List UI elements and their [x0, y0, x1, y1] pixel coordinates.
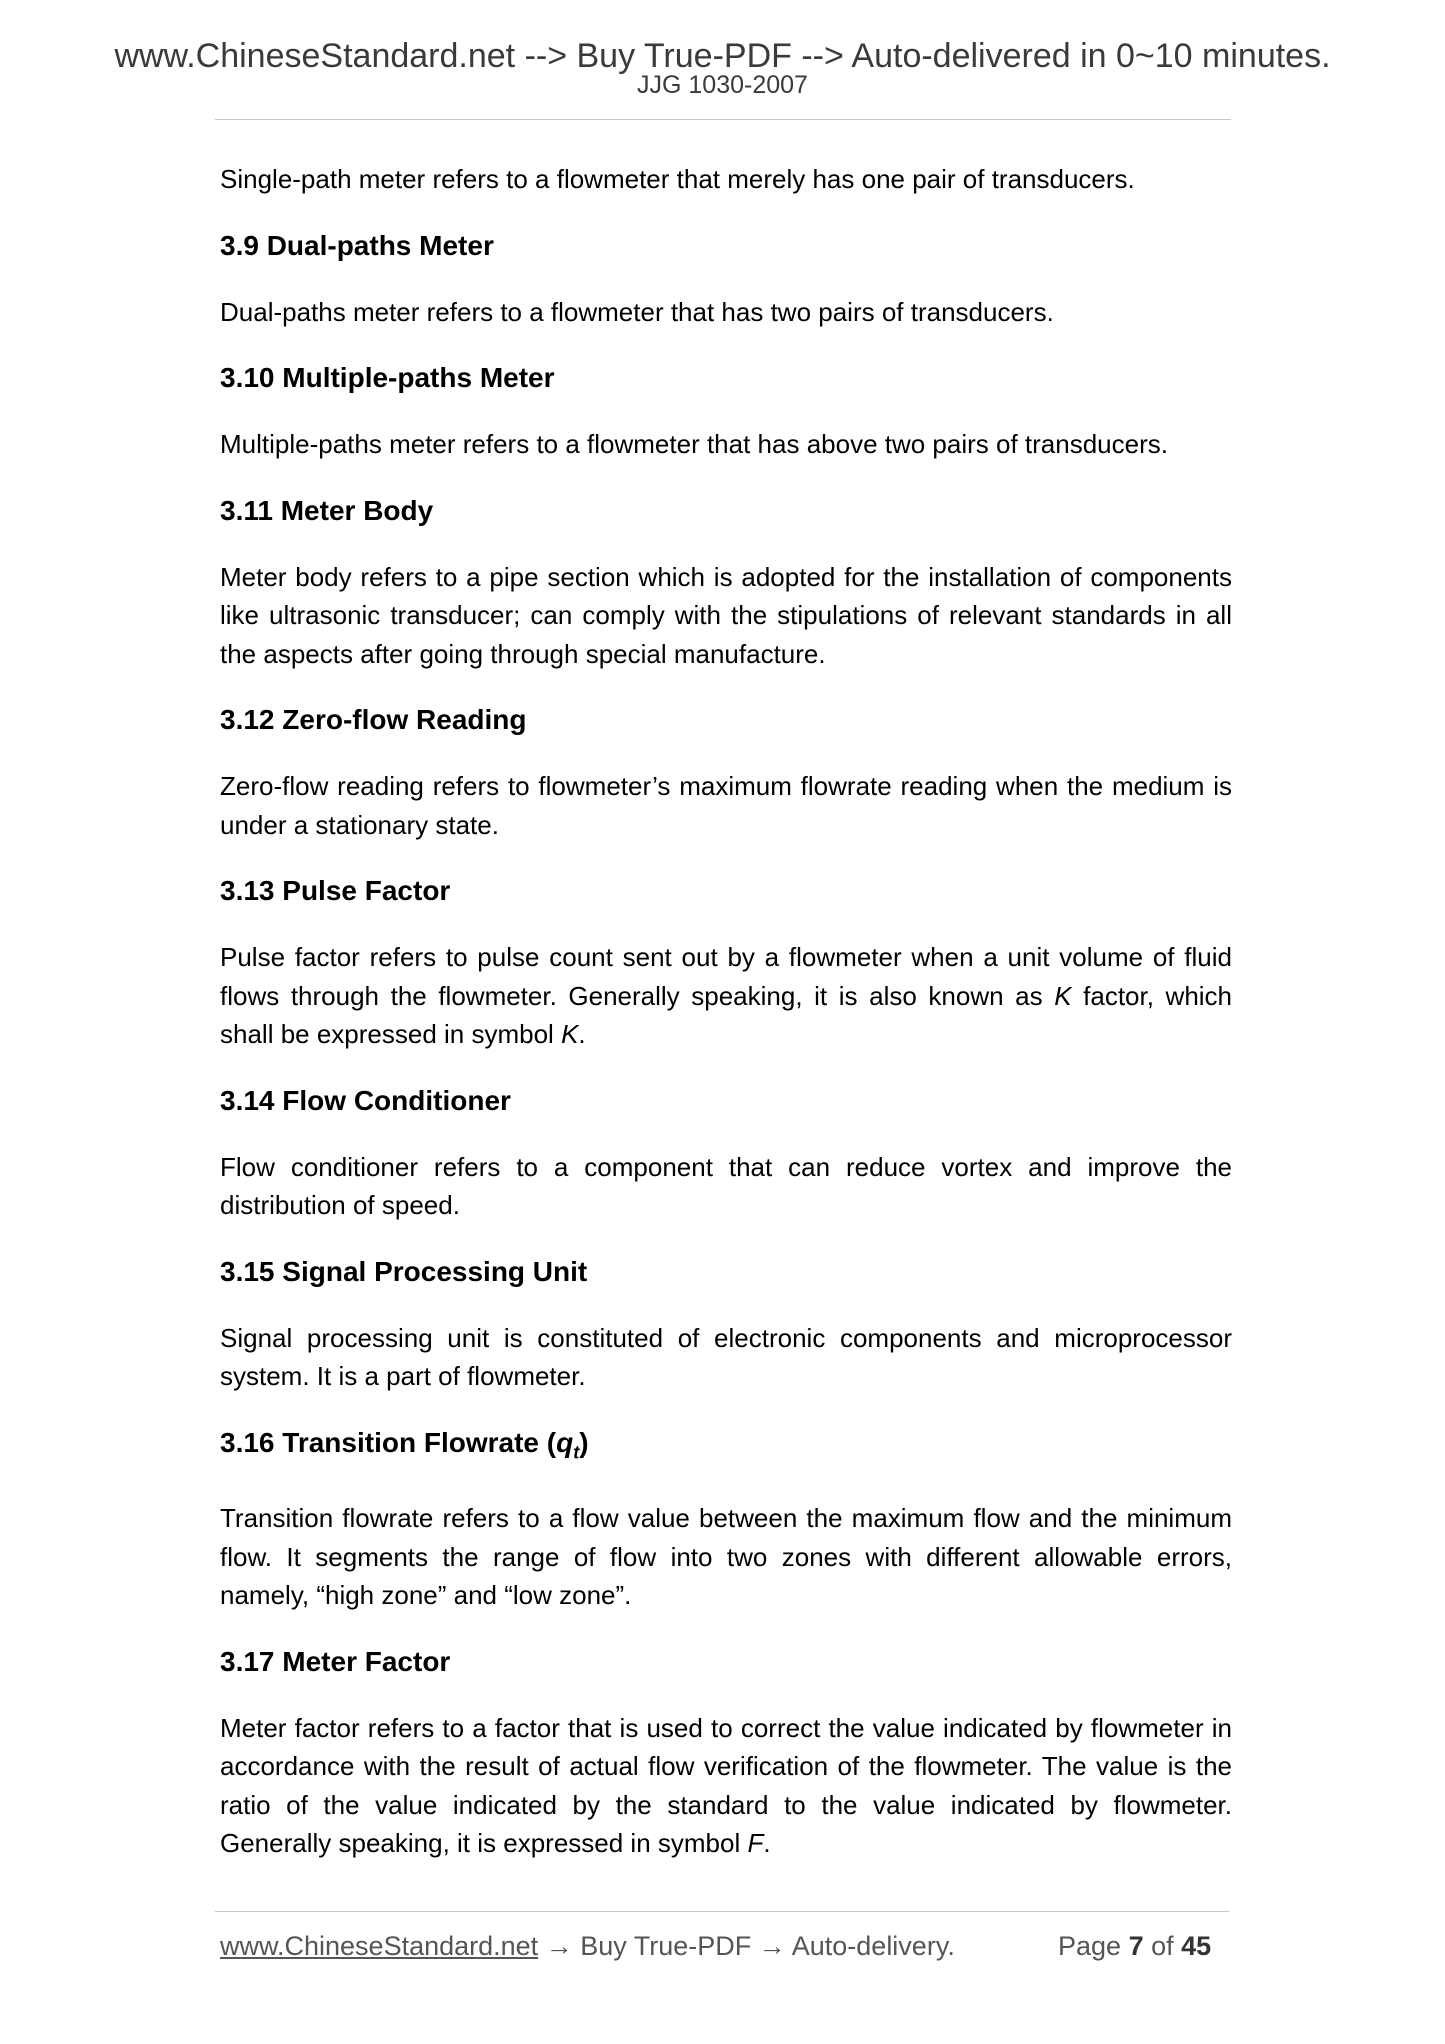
section-3-12-body: Zero-flow reading refers to flowmeter’s maximum flowrate reading when the medium is under a stationary state.	[220, 771, 1232, 840]
page-number: Page 7 of 45	[1058, 1931, 1212, 1961]
section-3-16-body: Transition flowrate refers to a flow value between the maximum flow and the minimum flow. It segments the range of flow into two zones with different allowable errors, namely, “high zone” and “low zone”.	[220, 1503, 1232, 1611]
section-3-13-heading: 3.13 Pulse Factor	[220, 875, 451, 906]
f-symbol: F	[747, 1828, 764, 1859]
section-3-12-heading: 3.12 Zero-flow Reading	[220, 704, 527, 735]
section-3-16-heading: 3.16 Transition Flowrate $(q_t)$	[220, 1426, 589, 1463]
section-3-11-heading: 3.11 Meter Body	[220, 494, 434, 526]
section-3-14-heading: 3.14 Flow Conditioner	[220, 1084, 511, 1116]
site-banner: www.ChineseStandard.net --> Buy True-PDF --> Auto-delivered in 0~10 minutes.	[114, 37, 1331, 75]
section-3-17-body: Meter factor refers to a factor that is used to correct the value indicated by flowmeter in accordance with the result of actual flow verification of the flowmeter. The value is the ratio of the value indicated by the standard to the value indicated by flowmeter. Generally speaking, it is expressed in symbol F.	[220, 1712, 1232, 1859]
document-id: JJG 1030-2007	[637, 71, 808, 99]
footer-link[interactable]: www.ChineseStandard.net	[220, 1931, 539, 1961]
section-3-9-body: Dual-paths meter refers to a flowmeter that has two pairs of transducers.	[220, 296, 1054, 327]
page-body	[220, 160, 1232, 1863]
section-3-11-body: Meter body refers to a pipe section which is adopted for the installation of components like ultrasonic transducer; can comply with the stipulations of relevant standards in all the aspects after going through special manufacture.	[220, 561, 1232, 669]
section-3-9-heading: 3.9 Dual-paths Meter	[220, 229, 494, 261]
current-page: 7	[1128, 1931, 1144, 1961]
section-3-10-body: Multiple-paths meter refers to a flowmeter that has above two pairs of transducers.	[220, 429, 1168, 459]
section-3-15-body: Signal processing unit is constituted of electronic components and microprocessor system. It is a part of flowmeter.	[220, 1322, 1232, 1391]
total-pages: 45	[1181, 1931, 1212, 1961]
header-divider	[215, 119, 1231, 120]
section-3-13-body: Pulse factor refers to pulse count sent out by a flowmeter when a unit volume of fluid flows through the flowmeter. Generally speaking, it is also known as K factor, which shall be expressed in symbol K.	[220, 942, 1233, 1049]
section-3-15-heading: 3.15 Signal Processing Unit	[220, 1255, 588, 1287]
footer-divider	[215, 1911, 1229, 1912]
q-symbol: q	[556, 1426, 574, 1458]
intro-paragraph: Single-path meter refers to a flowmeter that merely has one pair of transducers.	[220, 164, 1135, 194]
k-symbol: K	[1054, 980, 1072, 1011]
t-subscript: t	[573, 1442, 580, 1463]
footer-tail: → Buy True-PDF → Auto-delivery.	[538, 1931, 955, 1961]
section-3-10-heading: 3.10 Multiple-paths Meter	[220, 362, 555, 393]
k-symbol: K	[561, 1019, 579, 1049]
section-3-17-heading: 3.17 Meter Factor	[220, 1645, 451, 1677]
section-3-14-body: Flow conditioner refers to a component that can reduce vortex and improve the distribution of speed.	[220, 1151, 1232, 1220]
footer-text	[220, 1929, 955, 1963]
